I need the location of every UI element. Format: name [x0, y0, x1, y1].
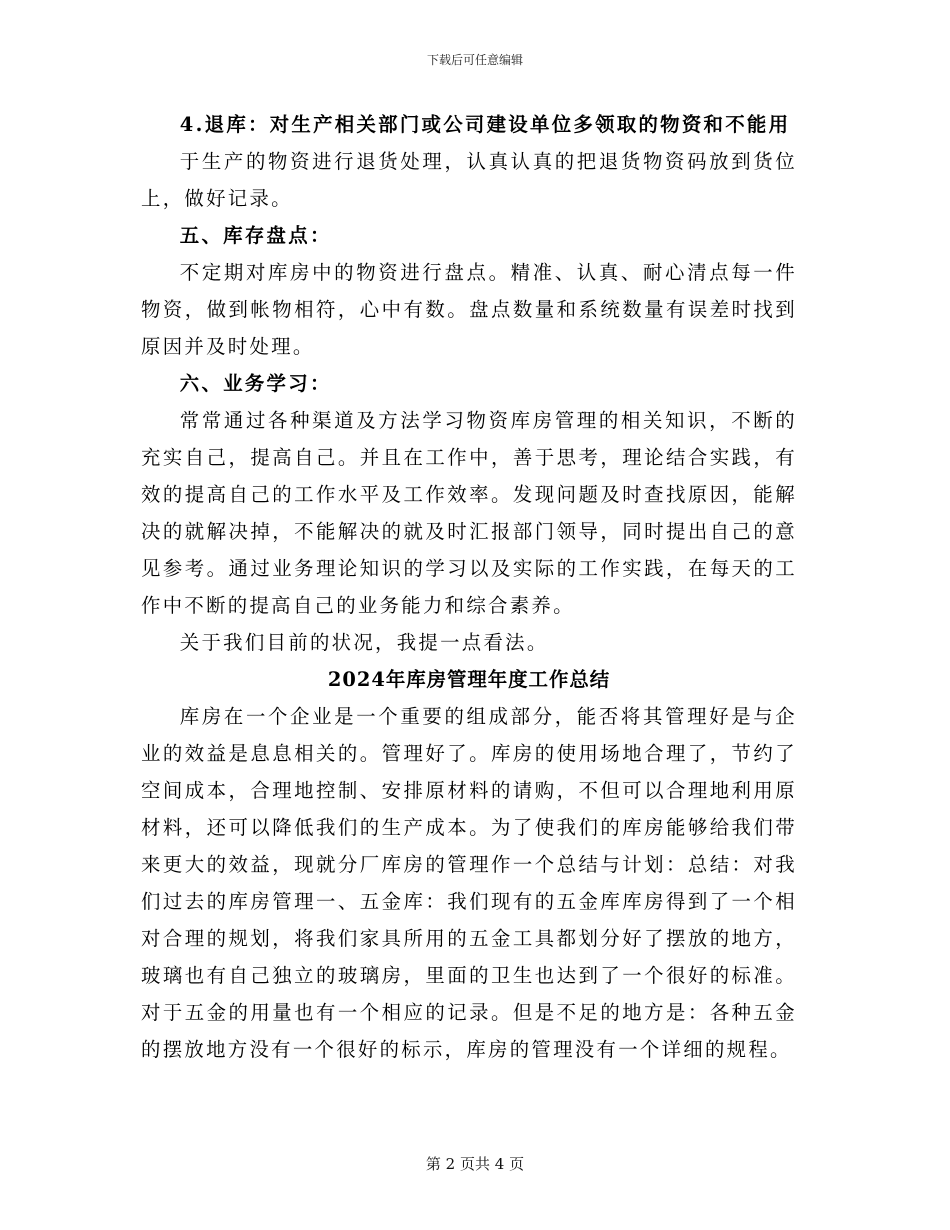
paragraph-warehouse-summary: 库房在一个企业是一个重要的组成部分，能否将其管理好是与企业的效益是息息相关的。管理好了。库房的使用场地合理了，节约了空间成本，合理地控制、安排原材料的请购，不但可以合理地利用原材料，还可以降低我们的生产成本。为了使我们的库房能够给我们带来更大的效益，现就分厂库房的管理作一个总结与计划：总结：对我们过去的库房管理一、五金库：我们现有的五金库库房得到了一个相对合理的规划，将我们家具所用的五金工具都划分好了摆放的地方，玻璃也有自己独立的玻璃房，里面的卫生也达到了一个很好的标准。对于五金的用量也有一个相应的记录。但是不足的地方是：各种五金的摆放地方没有一个很好的标示，库房的管理没有一个详细的规程。	[141, 705, 797, 1061]
page-header: 下载后可任意编辑	[426, 53, 523, 67]
page-footer: 第 2 页共 4 页	[425, 1155, 525, 1173]
paragraph-inventory-check: 不定期对库房中的物资进行盘点。精准、认真、耐心清点每一件物资，做到帐物相符，心中有数。盘点数量和系统数量有误差时找到原因并及时处理。	[141, 261, 797, 358]
paragraph-return-stock-detail: 于生产的物资进行退货处理，认真认真的把退货物资码放到货位上，做好记录。	[141, 150, 797, 210]
paragraph-return-stock: 4.退库：对生产相关部门或公司建设单位多领取的物资和不能用	[179, 113, 791, 136]
paragraph-opinion: 关于我们目前的状况，我提一点看法。	[179, 631, 549, 654]
document-body	[141, 106, 797, 1068]
paragraph-business-study: 常常通过各种渠道及方法学习物资库房管理的相关知识，不断的充实自己，提高自己。并且在工作中，善于思考，理论结合实践，有效的提高自己的工作水平及工作效率。发现问题及时查找原因，能解决的就解决掉，不能解决的就及时汇报部门领导，同时提出自己的意见参考。通过业务理论知识的学习以及实际的工作实践，在每天的工作中不断的提高自己的业务能力和综合素养。	[141, 409, 797, 617]
heading-inventory-check: 五、库存盘点：	[179, 224, 332, 247]
section-title: 2024年库房管理年度工作总结	[327, 668, 611, 691]
heading-business-study: 六、业务学习：	[179, 372, 332, 395]
